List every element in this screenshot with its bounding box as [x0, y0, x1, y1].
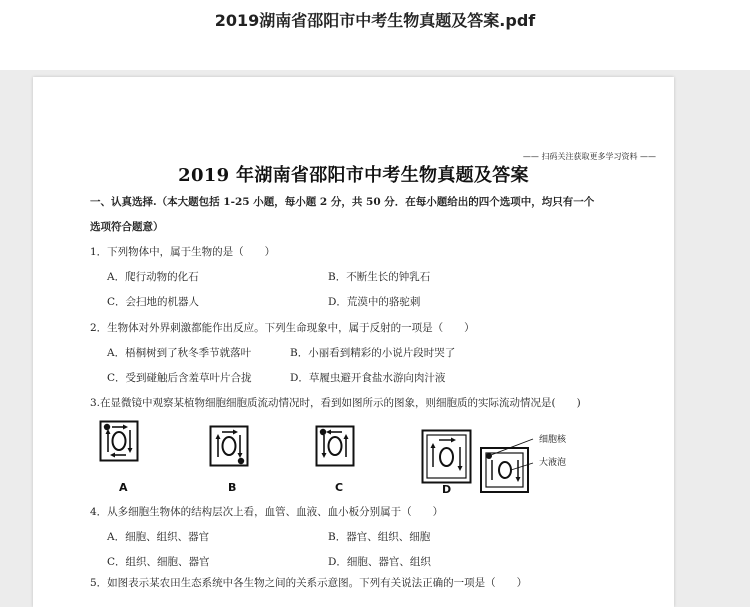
figure-label-c: C: [335, 481, 344, 494]
question-2-stem: 2．生物体对外界刺激都能作出反应。下列生命现象中，属于反射的一项是（ ）: [90, 322, 475, 334]
figure-annotation-vacuole: 大液泡: [539, 458, 567, 468]
figure-annotation-nucleus: 细胞核: [539, 435, 567, 445]
question-1-option-b: B．不断生长的钟乳石: [328, 271, 431, 283]
question-4-option-a: A．细胞、组织、器官: [107, 531, 210, 543]
viewer-header: [0, 0, 750, 70]
question-5-stem: 5．如图表示某农田生态系统中各生物之间的关系示意图。下列有关说法正确的一项是（ ）: [90, 577, 528, 589]
figure-cell-b: [209, 425, 249, 467]
question-1-stem: 1．下列物体中，属于生物的是（ ）: [90, 246, 276, 258]
question-4-option-c: C．组织、细胞、器官: [107, 556, 210, 568]
watermark-text: —— 扫码关注获取更多学习资料 ——: [522, 152, 656, 161]
question-1-option-d: D．荒漠中的骆驼刺: [328, 296, 421, 308]
figure-cell-a: [99, 420, 139, 462]
question-2-option-d: D．草履虫避开食盐水游向肉汁液: [290, 372, 446, 384]
figure-label-a: A: [119, 481, 128, 494]
document-title: 2019湖南省邵阳市中考生物真题及答案.pdf: [214, 11, 536, 30]
question-1-option-c: C．会扫地的机器人: [107, 296, 200, 308]
pdf-page: [33, 77, 674, 607]
question-1-option-a: A．爬行动物的化石: [107, 271, 199, 283]
question-4-stem: 4．从多细胞生物体的结构层次上看，血管、血液、血小板分别属于（ ）: [90, 506, 444, 518]
figure-label-d: D: [442, 483, 452, 496]
exam-title: 2019 年湖南省邵阳市中考生物真题及答案: [178, 165, 529, 186]
question-2-option-c: C．受到碰触后含羞草叶片合拢: [107, 372, 252, 384]
section-heading-line-2: 选项符合题意）: [90, 221, 164, 233]
question-2-option-b: B．小丽看到精彩的小说片段时哭了: [290, 347, 456, 359]
section-heading-line-1: 一、认真选择.（本大题包括 1-25 小题，每小题 2 分，共 50 分．在每小题给出的四个选项中，均只有一个: [90, 196, 595, 208]
question-4-option-d: D．细胞、器官、组织: [328, 556, 431, 568]
question-4-option-b: B．器官、组织、细胞: [328, 531, 431, 543]
question-2-option-a: A．梧桐树到了秋冬季节就落叶: [107, 347, 252, 359]
figure-label-b: B: [228, 481, 237, 494]
figure-cell-c: [315, 425, 355, 467]
question-3-stem: 3.在显微镜中观察某植物细胞细胞质流动情况时，看到如图所示的图象，则细胞质的实际流动情况是( ): [90, 397, 581, 409]
